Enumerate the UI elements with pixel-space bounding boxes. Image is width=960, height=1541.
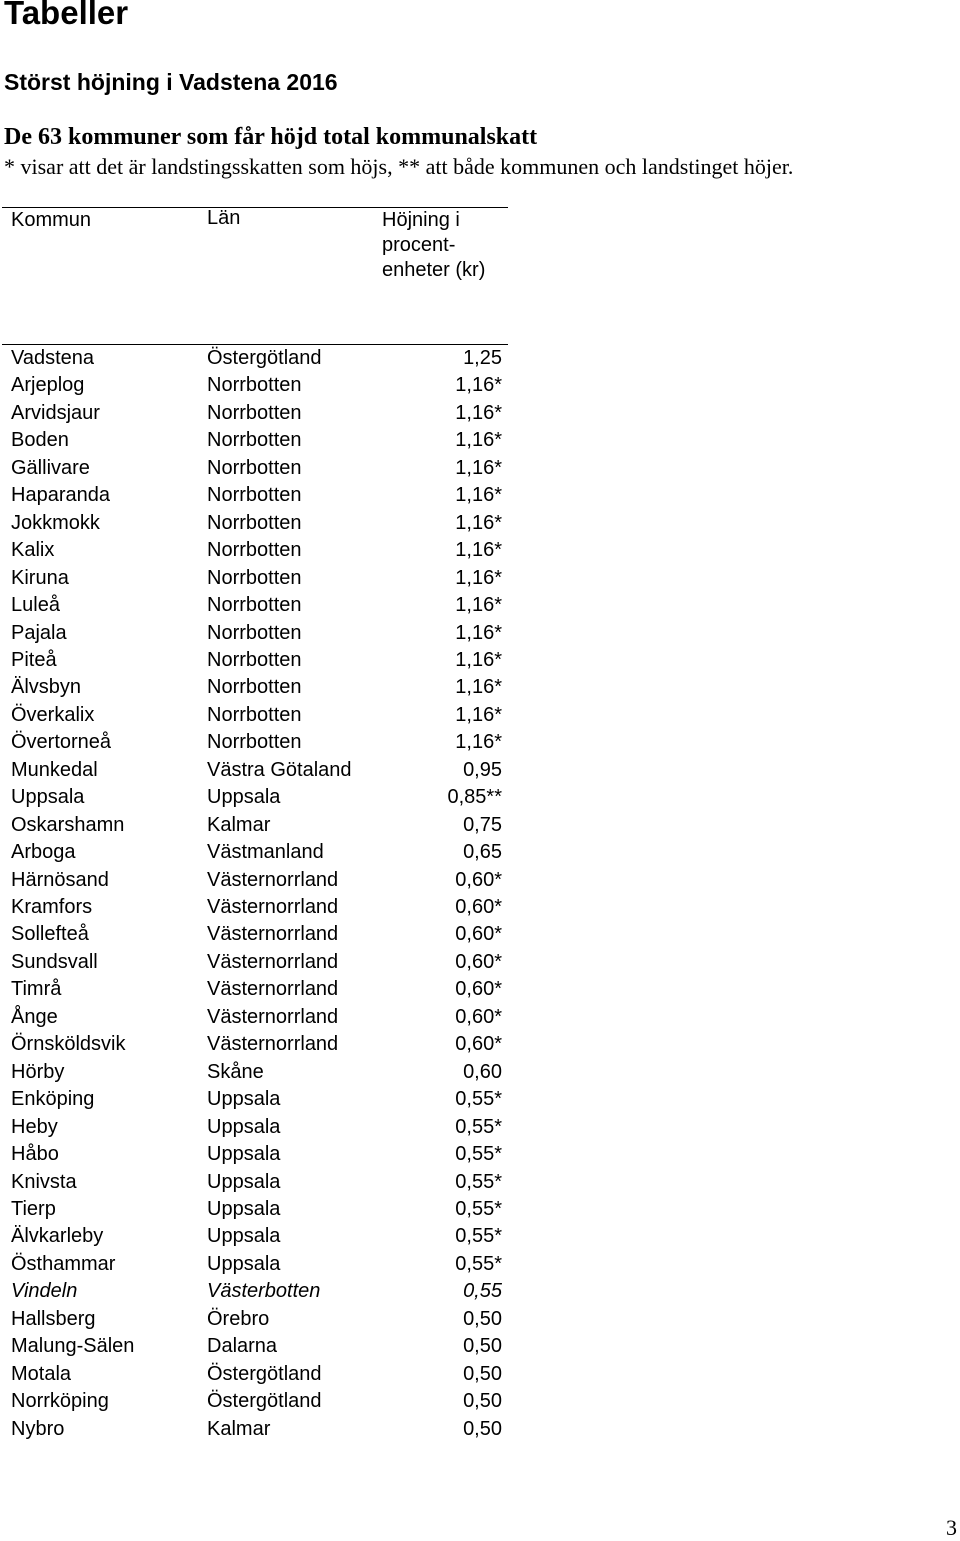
table-row <box>0 594 520 621</box>
cell-kommun: Nybro <box>11 1417 65 1440</box>
cell-hojning: 0,60* <box>455 978 502 1001</box>
table-row <box>0 759 520 786</box>
cell-kommun: Kalix <box>11 539 55 562</box>
table-row <box>0 869 520 896</box>
page-number: 3 <box>946 1515 957 1540</box>
cell-kommun: Östhammar <box>11 1252 116 1275</box>
cell-hojning: 0,60* <box>455 923 502 946</box>
table-row <box>0 1116 520 1143</box>
table-row <box>0 1033 520 1060</box>
cell-hojning: 0,60* <box>455 896 502 918</box>
cell-lan: Skåne <box>207 1060 264 1083</box>
cell-hojning: 1,16* <box>455 676 502 699</box>
cell-hojning: 1,16* <box>455 594 502 617</box>
cell-hojning: 0,55* <box>455 1170 502 1193</box>
table-row <box>0 1363 520 1390</box>
cell-lan: Östergötland <box>207 1362 322 1385</box>
cell-lan: Norrbotten <box>207 731 302 754</box>
cell-hojning: 1,16* <box>455 484 502 507</box>
cell-kommun: Sollefteå <box>11 923 89 946</box>
cell-kommun: Hallsberg <box>11 1307 96 1330</box>
cell-hojning: 0,60* <box>455 1033 502 1056</box>
cell-kommun: Tierp <box>11 1197 56 1220</box>
table-row <box>0 512 520 539</box>
cell-hojning: 1,25 <box>463 347 502 369</box>
cell-kommun: Haparanda <box>11 484 110 507</box>
cell-hojning: 0,50 <box>463 1307 502 1330</box>
cell-hojning: 1,16* <box>455 374 502 397</box>
table-row <box>0 1061 520 1088</box>
cell-lan: Uppsala <box>207 786 281 809</box>
cell-hojning: 1,16* <box>455 539 502 562</box>
cell-lan: Norrbotten <box>207 676 302 699</box>
cell-kommun: Oskarshamn <box>11 813 125 836</box>
header-hojning-line-3: enheter (kr) <box>382 259 486 281</box>
cell-hojning: 0,55* <box>455 1088 502 1111</box>
cell-kommun: Älvsbyn <box>11 676 82 699</box>
cell-lan: Östergötland <box>207 1390 322 1413</box>
cell-lan: Västernorrland <box>207 978 339 1001</box>
page-title: Tabeller <box>4 0 129 31</box>
cell-kommun: Älvkarleby <box>11 1225 104 1248</box>
cell-kommun: Härnösand <box>11 868 109 891</box>
cell-lan: Västra Götaland <box>207 758 352 781</box>
cell-kommun: Vindeln <box>11 1280 78 1303</box>
cell-lan: Norrbotten <box>207 511 302 534</box>
cell-kommun: Malung-Sälen <box>11 1335 135 1358</box>
table-row <box>0 951 520 978</box>
cell-lan: Norrbotten <box>207 566 302 589</box>
cell-hojning: 1,16* <box>455 456 502 479</box>
cell-hojning: 1,16* <box>455 703 502 726</box>
cell-kommun: Gällivare <box>11 456 90 479</box>
cell-lan: Västernorrland <box>207 868 339 891</box>
cell-lan: Norrbotten <box>207 374 302 397</box>
table-title: De 63 kommuner som får höjd total kommunalskatt <box>4 124 538 150</box>
table-row <box>0 567 520 594</box>
table-row <box>0 923 520 950</box>
cell-kommun: Sundsvall <box>11 950 98 973</box>
table-row <box>0 539 520 566</box>
cell-lan: Norrbotten <box>207 484 302 507</box>
cell-kommun: Överkalix <box>11 703 95 726</box>
cell-hojning: 0,60* <box>455 950 502 973</box>
table-row <box>0 374 520 401</box>
cell-hojning: 0,75 <box>463 813 502 836</box>
table-row <box>0 457 520 484</box>
cell-lan: Uppsala <box>207 1225 281 1248</box>
cell-kommun: Hörby <box>11 1060 65 1083</box>
table-row <box>0 841 520 868</box>
table-row <box>0 1253 520 1280</box>
cell-lan: Västernorrland <box>207 896 339 918</box>
cell-hojning: 0,85** <box>447 786 502 809</box>
cell-kommun: Heby <box>11 1115 58 1138</box>
cell-kommun: Jokkmokk <box>11 511 100 534</box>
cell-kommun: Motala <box>11 1362 72 1385</box>
cell-kommun: Övertorneå <box>11 731 112 754</box>
cell-kommun: Arvidsjaur <box>11 401 100 424</box>
cell-lan: Norrbotten <box>207 648 302 671</box>
cell-hojning: 0,55* <box>455 1225 502 1248</box>
table-row <box>0 731 520 758</box>
cell-hojning: 0,60* <box>455 868 502 891</box>
cell-kommun: Enköping <box>11 1088 95 1111</box>
cell-kommun: Norrköping <box>11 1390 109 1413</box>
cell-kommun: Vadstena <box>11 347 95 369</box>
cell-lan: Kalmar <box>207 813 271 836</box>
table-row <box>0 429 520 456</box>
table-row <box>0 1335 520 1362</box>
table-row <box>0 347 520 374</box>
header-kommun: Kommun <box>11 209 92 231</box>
cell-lan: Norrbotten <box>207 401 302 424</box>
table-row <box>0 814 520 841</box>
cell-lan: Östergötland <box>207 347 322 369</box>
table-row <box>0 786 520 813</box>
cell-hojning: 0,95 <box>463 758 502 781</box>
table-row <box>0 1006 520 1033</box>
table-row <box>0 622 520 649</box>
table-row <box>0 676 520 703</box>
cell-kommun: Arboga <box>11 841 76 864</box>
table-header-rule <box>2 344 508 345</box>
cell-hojning: 0,60 <box>463 1060 502 1083</box>
table-footnote: * visar att det är landstingsskatten som höjs, ** att både kommunen och landstinget höjer. <box>4 154 794 179</box>
cell-kommun: Håbo <box>11 1143 59 1166</box>
table-row <box>0 1390 520 1417</box>
cell-lan: Västmanland <box>207 841 324 864</box>
cell-lan: Norrbotten <box>207 621 302 644</box>
cell-hojning: 0,55* <box>455 1143 502 1166</box>
cell-kommun: Piteå <box>11 648 57 671</box>
table-row <box>0 1171 520 1198</box>
table-row <box>0 484 520 511</box>
table-row <box>0 1280 520 1307</box>
table-row <box>0 1198 520 1225</box>
cell-hojning: 0,55* <box>455 1252 502 1275</box>
cell-kommun: Knivsta <box>11 1170 77 1193</box>
cell-kommun: Munkedal <box>11 758 98 781</box>
cell-hojning: 1,16* <box>455 511 502 534</box>
cell-hojning: 0,50 <box>463 1417 502 1440</box>
cell-lan: Uppsala <box>207 1088 281 1111</box>
header-hojning <box>382 208 502 283</box>
cell-hojning: 1,16* <box>455 401 502 424</box>
cell-hojning: 1,16* <box>455 429 502 452</box>
cell-lan: Västernorrland <box>207 1005 339 1028</box>
cell-lan: Norrbotten <box>207 703 302 726</box>
header-hojning-line-2: procent- <box>382 234 456 256</box>
header-lan: Län <box>207 207 241 229</box>
cell-kommun: Örnsköldsvik <box>11 1033 126 1056</box>
cell-hojning: 0,65 <box>463 841 502 864</box>
table-row <box>0 1308 520 1335</box>
cell-lan: Norrbotten <box>207 539 302 562</box>
table-row <box>0 649 520 676</box>
section-subtitle: Störst höjning i Vadstena 2016 <box>4 69 338 95</box>
cell-lan: Norrbotten <box>207 456 302 479</box>
cell-hojning: 1,16* <box>455 648 502 671</box>
table-row <box>0 1143 520 1170</box>
header-hojning-line-1: Höjning i <box>382 209 460 231</box>
cell-kommun: Timrå <box>11 978 62 1001</box>
cell-lan: Uppsala <box>207 1170 281 1193</box>
cell-hojning: 0,60* <box>455 1005 502 1028</box>
table-row <box>0 402 520 429</box>
cell-kommun: Kramfors <box>11 896 93 918</box>
cell-hojning: 1,16* <box>455 621 502 644</box>
cell-kommun: Kiruna <box>11 566 69 589</box>
table-row <box>0 704 520 731</box>
cell-kommun: Luleå <box>11 594 60 617</box>
cell-lan: Västerbotten <box>207 1280 321 1303</box>
cell-lan: Uppsala <box>207 1197 281 1220</box>
cell-lan: Västernorrland <box>207 1033 339 1056</box>
cell-hojning: 0,55* <box>455 1115 502 1138</box>
cell-lan: Västernorrland <box>207 950 339 973</box>
cell-kommun: Boden <box>11 429 69 452</box>
cell-lan: Uppsala <box>207 1143 281 1166</box>
cell-hojning: 0,50 <box>463 1390 502 1413</box>
cell-kommun: Pajala <box>11 621 67 644</box>
cell-hojning: 1,16* <box>455 731 502 754</box>
cell-kommun: Ånge <box>11 1005 58 1028</box>
cell-lan: Dalarna <box>207 1335 278 1358</box>
cell-lan: Uppsala <box>207 1115 281 1138</box>
table-row <box>0 896 520 923</box>
cell-hojning: 0,55 <box>463 1280 502 1303</box>
table-row <box>0 1225 520 1252</box>
cell-kommun: Uppsala <box>11 786 85 809</box>
cell-hojning: 0,50 <box>463 1335 502 1358</box>
cell-lan: Uppsala <box>207 1252 281 1275</box>
cell-hojning: 0,50 <box>463 1362 502 1385</box>
cell-hojning: 0,55* <box>455 1197 502 1220</box>
table-row <box>0 1088 520 1115</box>
table-row <box>0 1418 520 1445</box>
cell-hojning: 1,16* <box>455 566 502 589</box>
cell-lan: Norrbotten <box>207 429 302 452</box>
cell-lan: Norrbotten <box>207 594 302 617</box>
table-row <box>0 978 520 1005</box>
cell-kommun: Arjeplog <box>11 374 85 397</box>
cell-lan: Kalmar <box>207 1417 271 1440</box>
cell-lan: Västernorrland <box>207 923 339 946</box>
cell-lan: Örebro <box>207 1307 270 1330</box>
